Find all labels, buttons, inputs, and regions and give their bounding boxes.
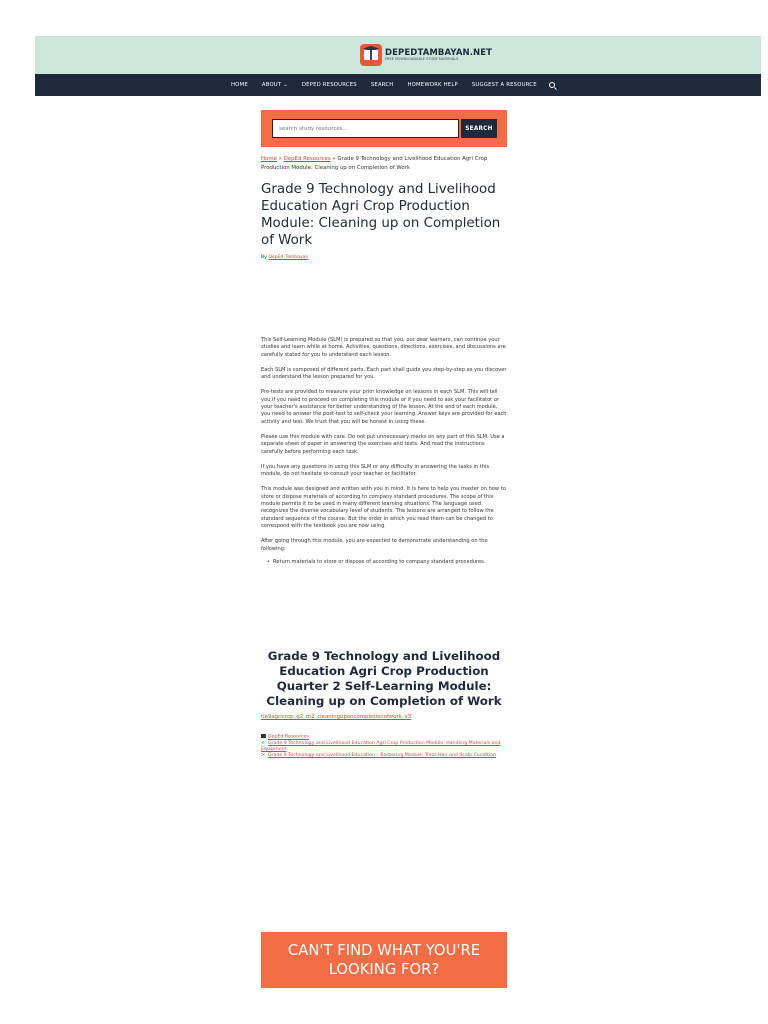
next-arrow-icon: > — [261, 753, 265, 759]
site-header — [35, 36, 761, 74]
article-paragraph: Each SLM is composed of different parts. Each part shall guide you step-by-step as you discover and understand the lesson prepared for you. — [261, 366, 507, 381]
nav-deped-resources[interactable]: DEPED RESOURCES — [301, 82, 357, 88]
article-paragraph: Please use this module with care. Do not put unnecessary marks on any part of this SLM. Use a separate sheet of paper in answering the exercises and tests. And read the instructions carefully before performing each task. — [261, 433, 505, 455]
byline-prefix: By — [261, 255, 269, 260]
search-icon[interactable] — [549, 82, 555, 88]
article-paragraph: After going through this module, you are expected to demonstrate understanding on the following: — [261, 538, 488, 552]
logo-name: DEPEDTAMBAYAN.NET — [385, 47, 493, 58]
breadcrumb — [261, 155, 507, 172]
byline — [261, 255, 308, 260]
nav-search[interactable]: SEARCH — [370, 82, 394, 88]
nav-homework-help[interactable]: HOMEWORK HELP — [407, 82, 458, 88]
article-paragraph: Pre-tests are provided to measure your prior knowledge on lessons in each SLM. This will tell you if you need to proceed on completing this module or if you need to ask your facilitator or your teacher's assistance for better understanding of the lesson. At the end of each module, you need to answer the post-test to self-check your learning. Answer keys are provided for each activity and test. We trust that you will be honest in using these. — [261, 389, 507, 425]
article-body — [261, 337, 507, 566]
folder-icon — [261, 734, 266, 738]
site-logo[interactable] — [360, 43, 492, 67]
breadcrumb-separator: » — [330, 156, 338, 162]
breadcrumb-home-link[interactable]: Home — [261, 156, 277, 162]
nav-home[interactable]: HOME — [231, 82, 248, 88]
previous-arrow-icon: < — [261, 741, 265, 747]
logo-tagline: FREE DOWNLOADABLE STUDY MATERIALS — [385, 57, 459, 61]
page-title: Grade 9 Technology and Livelihood Education Agri Crop Production Module: Cleaning up on Completion of Work — [261, 182, 501, 248]
section-heading: Grade 9 Technology and Livelihood Education Agri Crop Production Quarter 2 Self-Learning Module: Cleaning up on Completion of Work — [266, 649, 502, 708]
search-box — [261, 110, 507, 147]
breadcrumb-section-link[interactable]: DepEd Resources — [283, 156, 331, 162]
search-button[interactable]: SEARCH — [461, 119, 497, 138]
article-paragraph: If you have any questions in using this SLM or any difficulty in answering the tasks in this module, do not hesitate to consult your teacher or facilitator. — [261, 463, 490, 478]
breadcrumb-separator: » — [276, 156, 284, 162]
list-item: • Return materials to store or dispose of according to company standard procedures. — [261, 559, 507, 566]
book-icon — [360, 44, 382, 66]
breadcrumb-current: Grade 9 Technology and Livelihood Education Agri Crop Production Module: Cleaning up on Completion of Work — [261, 156, 488, 171]
cta-banner[interactable]: CAN'T FIND WHAT YOU'RE LOOKING FOR? — [261, 932, 507, 988]
nav-about[interactable]: ABOUT ⌄ — [261, 82, 288, 88]
author-link[interactable]: DepEd Tambayan — [268, 255, 309, 260]
post-navigation — [261, 734, 507, 760]
nav-suggest-resource[interactable]: SUGGEST A RESOURCE — [471, 82, 537, 88]
previous-post-link[interactable]: Grade 9 Technology and Livelihood Education Agri Crop Production Module: Handling Materials and Equipment — [261, 741, 501, 752]
search-input[interactable] — [272, 119, 459, 138]
module-download-link[interactable]: tle9agricrop_q2_m2_cleaninguponcompletionofwork_v3 — [261, 714, 412, 720]
category-link[interactable]: DepEd Resources — [268, 734, 309, 740]
main-navigation — [35, 74, 761, 96]
article-paragraph: This module was designed and written with you in mind. It is here to help you master on how to store or dispose materials of according to company standard procedures. The scope of this module permits it to be used in many different learning situations. The language used recognizes the diverse vocabulary level of students. The lessons are arranged to follow the standard sequence of the course. But the order in which you read them can be changed to correspond with the textbook you are now using. — [261, 486, 506, 529]
article-paragraph: This Self-Learning Module (SLM) is prepared so that you, our dear learners, can continue your studies and learn while at home. Activities, questions, directions, exercises, and discussions are carefully stated for you to understand each lesson. — [261, 337, 506, 358]
next-post-link[interactable]: Grade 9 Technology and Livelihood Education – Barbering Module: Treat Hair and Scalp Condition — [267, 753, 496, 759]
